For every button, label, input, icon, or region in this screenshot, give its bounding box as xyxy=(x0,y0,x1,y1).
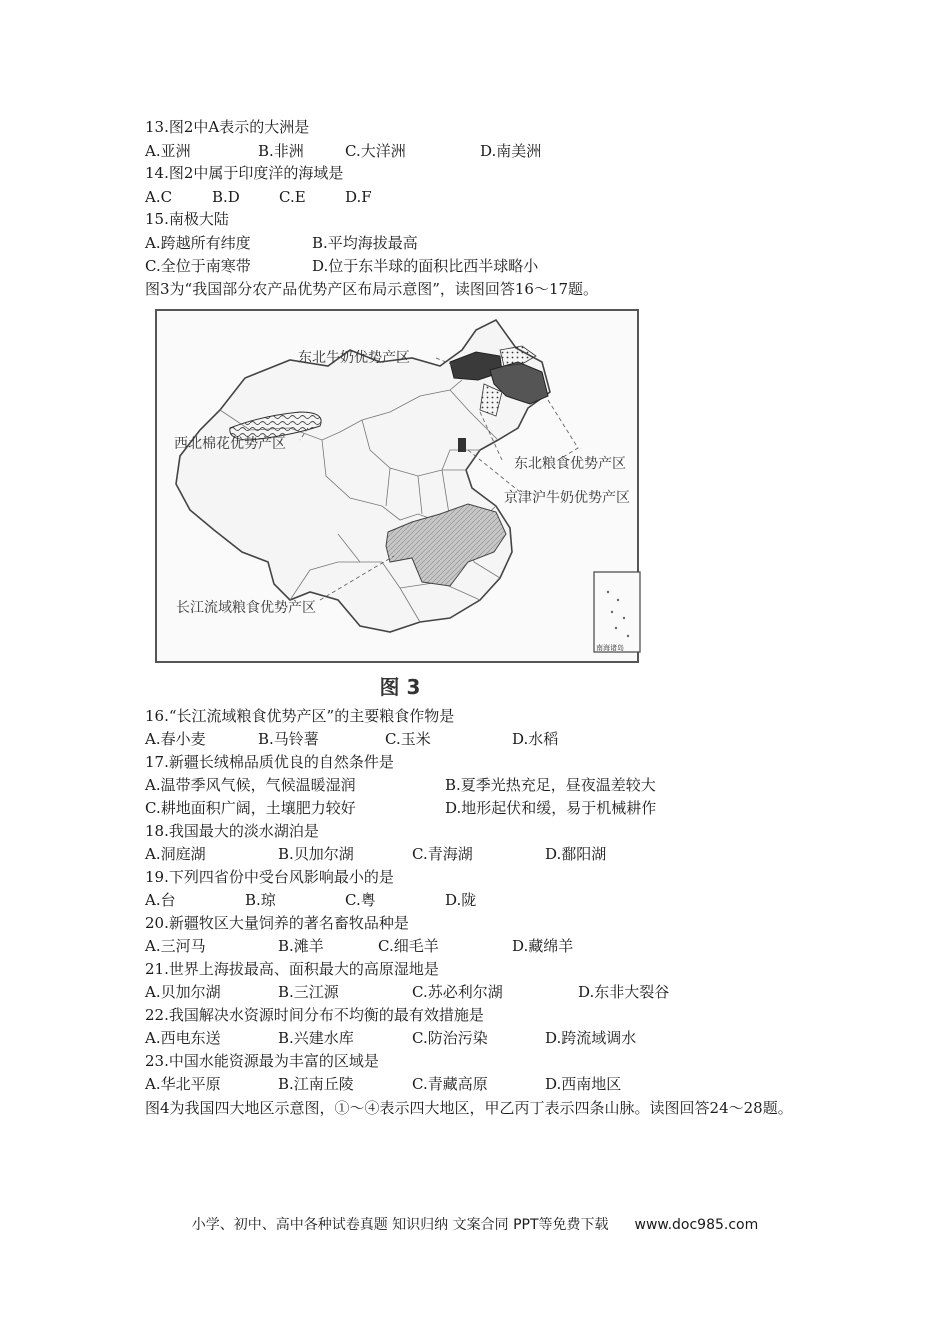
q13-option-b: B.非洲 xyxy=(258,142,304,160)
q15-option-a: A.跨越所有纬度 xyxy=(145,234,251,252)
question-21-stem: 21.世界上海拔最高、面积最大的高原湿地是 xyxy=(145,960,439,978)
q14-option-c: C.E xyxy=(279,188,306,206)
q18-option-d: D.鄱阳湖 xyxy=(545,845,607,863)
question-13-stem: 13.图2中A表示的大洲是 xyxy=(145,118,310,136)
q16-option-c: C.玉米 xyxy=(385,730,431,748)
question-14-stem: 14.图2中属于印度洋的海域是 xyxy=(145,164,344,182)
q21-option-b: B.三江源 xyxy=(278,983,339,1001)
question-19-stem: 19.下列四省份中受台风影响最小的是 xyxy=(145,868,394,886)
q23-option-c: C.青藏高原 xyxy=(412,1075,488,1093)
question-20-stem: 20.新疆牧区大量饲养的著名畜牧品种是 xyxy=(145,914,409,932)
figure-3-intro: 图3为“我国部分农产品优势产区布局示意图”，读图回答16～17题。 xyxy=(145,280,599,298)
q22-option-a: A.西电东送 xyxy=(145,1029,221,1047)
q16-option-b: B.马铃薯 xyxy=(258,730,319,748)
figure-4-intro: 图4为我国四大地区示意图，①～④表示四大地区，甲乙丙丁表示四条山脉。读图回答24～28题。 xyxy=(145,1099,793,1117)
label-jjh-milk: 京津沪牛奶优势产区 xyxy=(504,490,630,506)
label-yangtze-grain: 长江流域粮食优势产区 xyxy=(176,600,316,616)
q15-option-c: C.全位于南寒带 xyxy=(145,257,251,275)
jjh-milk-region xyxy=(458,438,466,452)
question-23-stem: 23.中国水能资源最为丰富的区域是 xyxy=(145,1052,379,1070)
q17-option-d: D.地形起伏和缓，易于机械耕作 xyxy=(445,799,657,817)
q21-option-d: D.东非大裂谷 xyxy=(578,983,670,1001)
q23-option-d: D.西南地区 xyxy=(545,1075,622,1093)
q22-option-b: B.兴建水库 xyxy=(278,1029,354,1047)
q17-option-b: B.夏季光热充足，昼夜温差较大 xyxy=(445,776,656,794)
question-16-stem: 16.“长江流域粮食优势产区”的主要粮食作物是 xyxy=(145,707,455,725)
figure-3-caption: 图 3 xyxy=(379,675,421,699)
q19-option-d: D.陇 xyxy=(445,891,477,909)
china-agriculture-map xyxy=(150,300,650,700)
question-18-stem: 18.我国最大的淡水湖泊是 xyxy=(145,822,319,840)
q16-option-a: A.春小麦 xyxy=(145,730,206,748)
q13-option-a: A.亚洲 xyxy=(145,142,191,160)
q22-option-d: D.跨流域调水 xyxy=(545,1029,637,1047)
footer-url[interactable]: www.doc985.com xyxy=(634,1217,759,1233)
q23-option-b: B.江南丘陵 xyxy=(278,1075,354,1093)
q15-option-b: B.平均海拔最高 xyxy=(312,234,418,252)
q19-option-b: B.琼 xyxy=(245,891,276,909)
q13-option-d: D.南美洲 xyxy=(480,142,542,160)
q13-option-c: C.大洋洲 xyxy=(345,142,406,160)
q21-option-c: C.苏必利尔湖 xyxy=(412,983,503,1001)
label-northeast-milk: 东北牛奶优势产区 xyxy=(298,350,410,366)
label-inset: 南海诸岛 xyxy=(596,644,624,652)
q18-option-c: C.青海湖 xyxy=(412,845,473,863)
page-footer xyxy=(0,1214,950,1234)
q23-option-a: A.华北平原 xyxy=(145,1075,221,1093)
label-northwest-cotton: 西北棉花优势产区 xyxy=(174,436,286,452)
q18-option-a: A.洞庭湖 xyxy=(145,845,206,863)
q15-option-d: D.位于东半球的面积比西半球略小 xyxy=(312,257,539,275)
q14-option-d: D.F xyxy=(345,188,372,206)
q17-option-a: A.温带季风气候，气候温暖湿润 xyxy=(145,776,356,794)
q20-option-b: B.滩羊 xyxy=(278,937,324,955)
q19-option-a: A.台 xyxy=(145,891,176,909)
q20-option-a: A.三河马 xyxy=(145,937,206,955)
question-22-stem: 22.我国解决水资源时间分布不均衡的最有效措施是 xyxy=(145,1006,484,1024)
question-15-stem: 15.南极大陆 xyxy=(145,210,229,228)
q19-option-c: C.粤 xyxy=(345,891,376,909)
q14-option-b: B.D xyxy=(212,188,240,206)
footer-text: 小学、初中、高中各种试卷真题 知识归纳 文案合同 PPT等免费下载 xyxy=(191,1217,609,1233)
q22-option-c: C.防治污染 xyxy=(412,1029,488,1047)
south-china-sea-inset xyxy=(594,572,640,652)
q20-option-d: D.藏绵羊 xyxy=(512,937,574,955)
q14-option-a: A.C xyxy=(145,188,173,206)
q16-option-d: D.水稻 xyxy=(512,730,559,748)
q21-option-a: A.贝加尔湖 xyxy=(145,983,221,1001)
q18-option-b: B.贝加尔湖 xyxy=(278,845,354,863)
question-17-stem: 17.新疆长绒棉品质优良的自然条件是 xyxy=(145,753,394,771)
q17-option-c: C.耕地面积广阔，土壤肥力较好 xyxy=(145,799,356,817)
label-northeast-grain: 东北粮食优势产区 xyxy=(514,456,626,472)
q20-option-c: C.细毛羊 xyxy=(378,937,439,955)
